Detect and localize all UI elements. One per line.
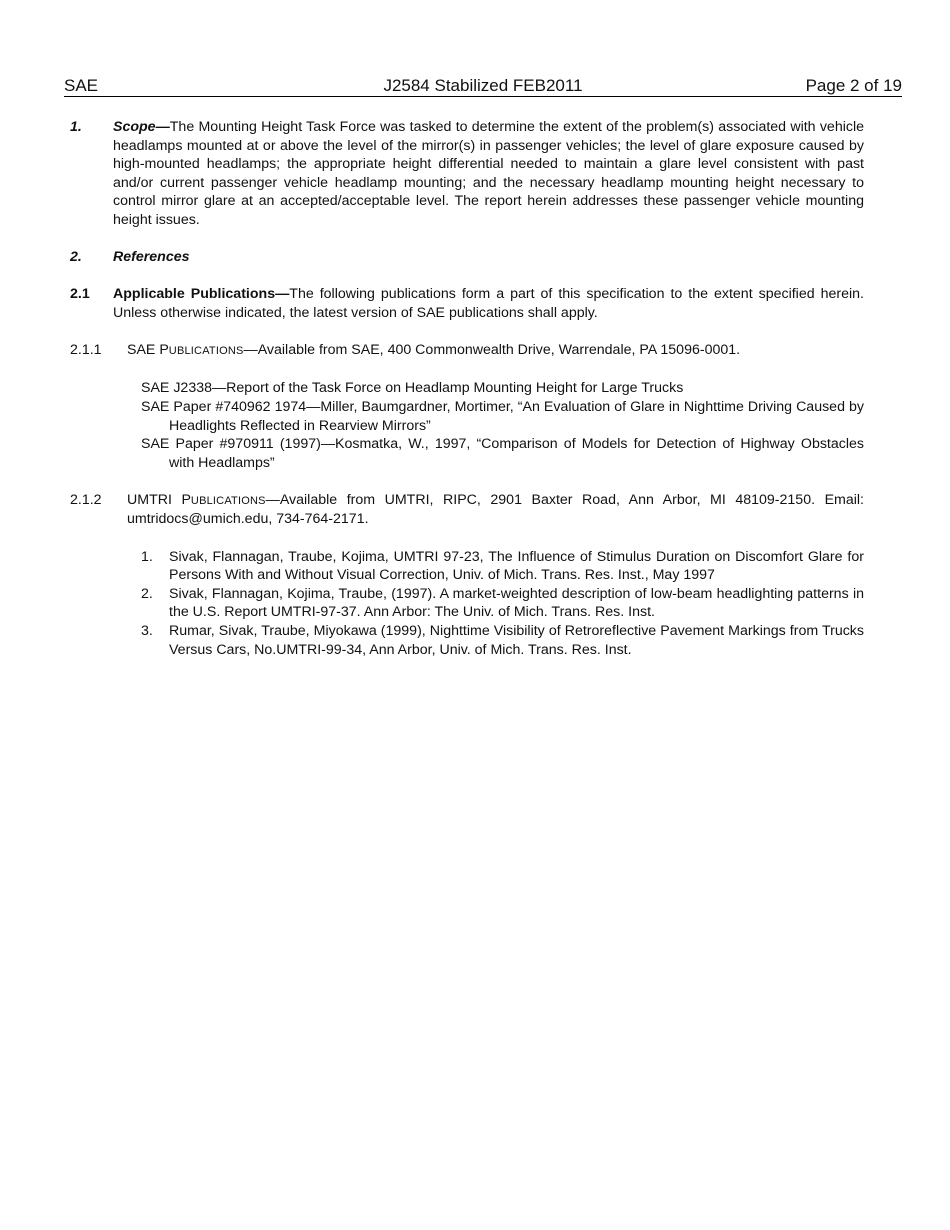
header-doc-id: J2584 Stabilized FEB2011 [383, 76, 583, 95]
section-2-1-1 [70, 341, 864, 361]
section-text: The following publications form a part of this specification to the extent specified herein. Unless otherwise indicated, the latest version of SAE publications shall apply. [113, 286, 864, 321]
section-number: 2.1 [70, 286, 90, 303]
section-text: —Available from SAE, 400 Commonwealth Drive, Warrendale, PA 15096-0001. [243, 342, 741, 359]
reference-item: SAE Paper #970911 (1997)—Kosmatka, W., 1997, “Comparison of Models for Detection of Highway Obstacles with Headlamps” [141, 436, 864, 471]
section-title: Scope— [113, 119, 170, 135]
section-title: Applicable Publications— [113, 286, 290, 303]
list-item [141, 548, 864, 585]
section-lead-smallcaps: UBLICATIONS [190, 494, 266, 507]
section-number: 2.1.2 [70, 491, 102, 508]
page-header [64, 76, 902, 97]
section-number: 2.1.1 [70, 342, 102, 359]
section-1 [70, 118, 864, 230]
section-text: —Available from UMTRI, RIPC, 2901 Baxter Road, Ann Arbor, MI 48109-2150. Email: umtridocs@umich.edu, 734-764-2171. [127, 491, 864, 528]
list-number: 3. [141, 623, 153, 640]
section-2-1-2 [70, 491, 864, 529]
sae-reference-list [141, 379, 864, 472]
list-text: Sivak, Flannagan, Kojima, Traube, (1997). A market-weighted description of low-beam headlighting patterns in the U.S. Report UMTRI-97-37. Ann Arbor: The Univ. of Mich. Trans. Res. Inst. [169, 585, 864, 621]
section-title: References [113, 249, 190, 266]
section-lead: SAE P [127, 342, 169, 359]
section-number: 2. [70, 249, 82, 266]
list-text: Rumar, Sivak, Traube, Miyokawa (1999), Nighttime Visibility of Retroreflective Pavement Markings from Trucks Versus Cars, No.UMTRI-99-34, Ann Arbor, Univ. of Mich. Trans. Res. Inst. [169, 623, 864, 658]
umtri-reference-list [141, 548, 864, 660]
list-number: 1. [141, 548, 153, 565]
document-body [70, 118, 864, 659]
section-number: 1. [70, 119, 82, 135]
section-2 [70, 248, 864, 267]
list-text: Sivak, Flannagan, Traube, Kojima, UMTRI 97-23, The Influence of Stimulus Duration on Discomfort Glare for Persons With and Without Visual Correction, Univ. of Mich. Trans. Res. Inst., May 1997 [169, 548, 864, 584]
header-page-number: Page 2 of 19 [805, 76, 902, 95]
reference-item: SAE J2338—Report of the Task Force on Headlamp Mounting Height for Large Trucks [141, 380, 684, 397]
header-org: SAE [64, 76, 99, 95]
list-item [141, 585, 864, 622]
section-2-1 [70, 285, 864, 322]
section-text: The Mounting Height Task Force was tasked to determine the extent of the problem(s) associated with vehicle headlamps mounted at or above the level of the mirror(s) in passenger vehicles; the level of glare exposure caused by high-mounted headlamps; the appropriate height differential needed to maintain a glare level consistent with past and/or current passenger vehicle headlamp mounting; and the necessary headlamp mounting height necessary to control mirror glare at an accepted/acceptable level. The report herein addresses these passenger vehicle mounting height issues. [113, 119, 864, 228]
section-lead: UMTRI P [127, 491, 191, 508]
list-item [141, 622, 864, 659]
section-lead-smallcaps: UBLICATIONS [168, 345, 244, 358]
reference-item: SAE Paper #740962 1974—Miller, Baumgardner, Mortimer, “An Evaluation of Glare in Nighttime Driving Caused by Headlights Reflected in Rearview Mirrors” [141, 398, 864, 434]
list-number: 2. [141, 585, 153, 602]
